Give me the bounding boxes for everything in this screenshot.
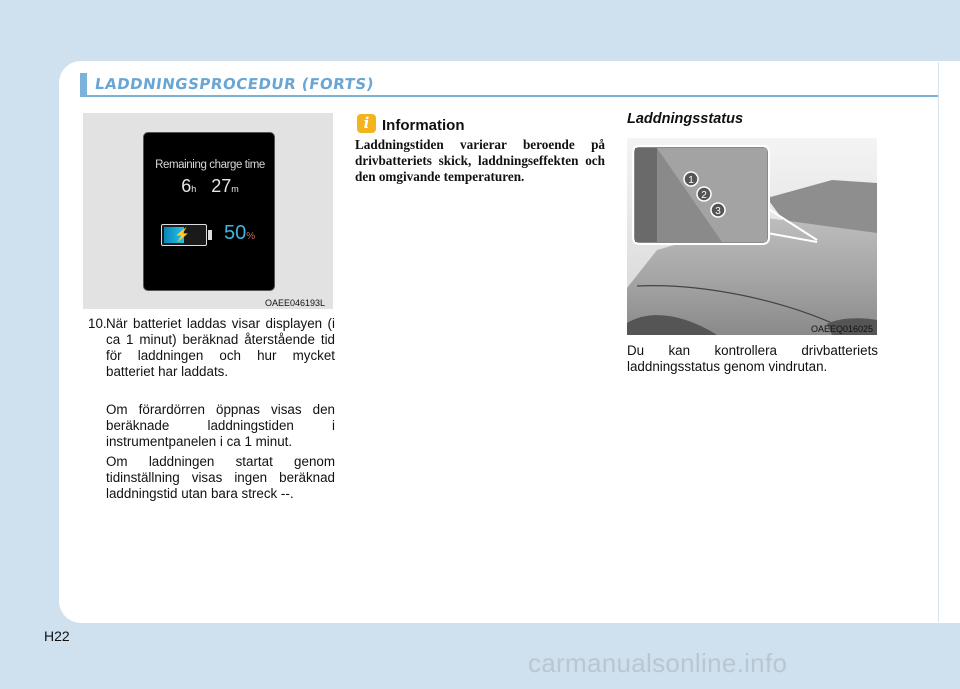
remaining-time-readout [144,176,276,197]
hours-value: 6 [181,176,192,196]
callout-3-label: 3 [715,206,721,217]
callout-2-label: 2 [701,190,707,201]
charging-bolt-icon: ⚡ [174,227,191,242]
callout-3 [711,203,725,217]
battery-icon [161,224,207,246]
section-title: LADDNINGSPROCEDUR (FORTS) [93,75,376,93]
charging-status-text: Du kan kontrollera drivbatteriets laddningsstatus genom vindrutan. [627,343,878,374]
hours-unit: h [191,184,197,194]
battery-tip [208,230,212,240]
section-header [80,72,374,96]
step-item-10 [88,316,335,380]
right-margin-rule [938,62,939,622]
car-hood-illustration [627,138,877,335]
minutes-value: 27 [211,176,232,196]
charge-percent-readout [224,222,255,245]
remaining-charge-label: Remaining charge time [155,159,265,171]
page-number: H22 [44,628,70,644]
item-number: 10. [88,316,107,331]
callout-2 [697,187,711,201]
charge-display-figure [83,113,333,309]
item-text: När batteriet laddas visar displayen (i ca 1 minut) beräknad återstående tid för laddningen och hur mycket batteriet har laddats. [106,316,335,379]
watermark: carmanualsonline.info [528,648,788,678]
header-rule [80,95,938,97]
info-text: Laddningstiden varierar beroende på drivbatteriets skick, laddningseffekten och den omgivande temperaturen. [355,137,605,184]
minutes-unit: m [231,184,239,194]
info-icon: i [357,114,376,133]
info-title: Information [382,117,465,134]
windshield-indicator-figure [627,138,877,335]
figure-code-right: OAEEQ016025 [810,324,873,334]
callout-1 [684,172,698,186]
charging-status-title: Laddningsstatus [627,111,744,127]
instrument-display [143,132,275,291]
inset-pillar [635,148,657,242]
callout-1-label: 1 [688,175,694,186]
figure-code-left: OAEE046193L [265,298,326,308]
percent-value: 50 [224,222,247,244]
paragraph-timer-charge: Om laddningen startat genom tidinställning visas ingen beräknad laddningstid utan bara streck --. [106,454,335,501]
header-accent-bar [80,73,87,95]
paragraph-door-open: Om förardörren öppnas visas den beräknade laddningstiden i instrumentpanelen i ca 1 minut. [106,402,335,449]
percent-unit: % [246,231,256,242]
